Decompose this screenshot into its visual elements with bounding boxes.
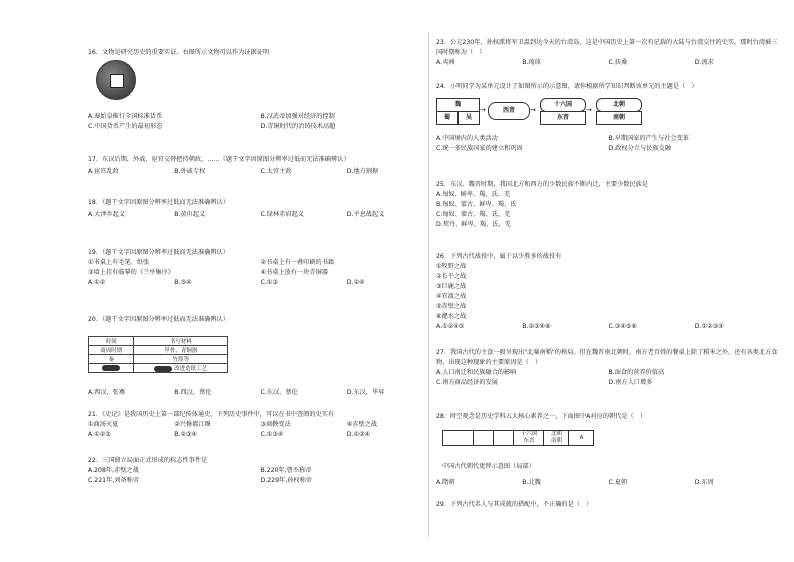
item-1: ①书桌上有毛笔、纸张 xyxy=(88,259,150,266)
question-stem: 28．时空观念是历史学科五大核心素养之一，下面图中A对应的朝代是（ ） xyxy=(436,413,647,420)
diagram-wu: 吴 xyxy=(458,111,480,125)
question-28 xyxy=(436,412,781,422)
question-stem: 16．文物是研究历史的重要实证。右图所示文物可以作为证据证明 xyxy=(88,49,270,56)
option-c[interactable]: C.①③④ xyxy=(260,431,284,438)
option-b[interactable]: B.面食的营养价值高 xyxy=(608,369,665,376)
option-d[interactable]: D.②④ xyxy=(346,279,365,286)
option-a[interactable]: A.大泽乡起义 xyxy=(88,211,126,218)
question-25 xyxy=(436,180,781,230)
option-b[interactable]: B.匈奴、蒙古、鲜卑、羯、氐 xyxy=(436,201,517,208)
item-3: ③巨鹿之战 xyxy=(436,283,467,290)
item-4: ④赤壁之战 xyxy=(346,421,378,428)
option-a[interactable]: A.秦始皇推行全国标准货币 xyxy=(88,113,163,120)
question-24-options xyxy=(436,134,781,154)
diagram-shiliuguo: 十六国 xyxy=(540,98,586,112)
question-stem: 21．《史记》是我国历史上第一部纪传体通史。下列历史事件中，可以在书中查阅的史实有 xyxy=(88,411,335,418)
question-21 xyxy=(88,410,433,440)
question-stem: 26．下列古代战役中，属于以少胜多的战役有 xyxy=(436,253,562,260)
question-stem: 24．小明同学为某单元设计了如图所示的示意图，请你根据所学知识判断该单元的主题是（ ） xyxy=(436,83,698,90)
ink-smudge-icon xyxy=(154,366,172,372)
option-d[interactable]: D.①②③④ xyxy=(694,323,724,330)
question-24 xyxy=(436,82,781,92)
option-d[interactable]: D.流求 xyxy=(694,59,714,66)
option-c[interactable]: C.绿林赤眉起义 xyxy=(260,211,304,218)
option-c[interactable]: C.①③ xyxy=(260,279,278,286)
option-c[interactable]: C.东汉，蔡伦 xyxy=(260,389,298,396)
table-header: 时间 xyxy=(89,337,134,346)
diagram-beichao: 北朝 xyxy=(596,98,642,112)
option-b[interactable]: B.220年,曹丕称帝 xyxy=(260,467,312,474)
table-cell: 秦 xyxy=(89,355,134,364)
dynasty-timeline xyxy=(442,430,594,446)
option-c[interactable]: C.统一多民族国家的建立和巩固 xyxy=(436,145,523,152)
diagram-nanchao: 南朝 xyxy=(596,111,642,125)
timeline-cell xyxy=(493,431,514,445)
option-c[interactable]: C.匈奴、蒙古、羯、氐、羌 xyxy=(436,211,511,218)
arrow-icon: → xyxy=(480,106,486,114)
table-cell: 甲骨、青铜器 xyxy=(134,346,228,355)
diagram-dongjin: 东晋 xyxy=(540,111,586,125)
table-cell: 竹简等 xyxy=(134,355,228,364)
option-d[interactable]: D.地方割据 xyxy=(346,168,379,175)
question-stem: 22．三国鼎立局面正式形成的标志性事件是 xyxy=(88,457,208,464)
question-29 xyxy=(436,500,781,510)
option-b[interactable]: B.琉球 xyxy=(522,59,541,66)
timeline-cell-shiliuguo: 十六国 东晋 xyxy=(513,431,544,445)
question-19 xyxy=(88,248,433,288)
question-27 xyxy=(436,348,781,388)
option-b[interactable]: B.早期国家的产生与社会变革 xyxy=(608,135,689,142)
question-20-options xyxy=(88,388,433,398)
option-d[interactable]: D.平息战起义 xyxy=(346,211,385,218)
table-cell: 商周时期 xyxy=(89,346,134,355)
option-d[interactable]: D.青铜时代的冶铸技术高超 xyxy=(260,123,336,130)
table-header: 书写材料 xyxy=(134,337,228,346)
option-a[interactable]: A.匈奴、鲜卑、羯、氐、羌 xyxy=(436,191,511,198)
item-2: ②书桌上有一叠印刷的书籍 xyxy=(260,259,335,266)
question-stem: 18．（题干文字因原图分辨率过低而无法准确辨认） xyxy=(88,199,229,206)
option-a[interactable]: A.隋朝 xyxy=(436,479,455,486)
question-16 xyxy=(88,48,433,58)
option-a[interactable]: A.宦官乱政 xyxy=(88,168,119,175)
item-6: ⑥淝水之战 xyxy=(436,313,467,320)
option-d[interactable]: D.东汉，毕昇 xyxy=(346,389,385,396)
arrow-icon: → xyxy=(530,106,536,114)
option-b[interactable]: B.北魏 xyxy=(522,479,541,486)
item-2: ②兴修都江堰 xyxy=(174,421,211,428)
option-a[interactable]: A.夷洲 xyxy=(436,59,455,66)
question-stem: 27．我国古代的主食一般呈现出"北粟南稻"的格局。但在魏晋南北朝时，南方老百姓的餐桌上除了稻米之外，还有各类北方食物，出现这种现象的主要原因是（ ） xyxy=(436,349,778,366)
diagram-shu: 蜀 xyxy=(436,111,458,125)
option-c[interactable]: C.221年,刘备称帝 xyxy=(88,477,140,484)
option-b[interactable]: B.②③④⑥ xyxy=(522,323,551,330)
option-b[interactable]: B.②③④ xyxy=(174,431,198,438)
option-b[interactable]: B.汉武帝加强对经济的控制 xyxy=(260,113,335,120)
option-d[interactable]: D.契丹、鲜卑、羯、氐、羌 xyxy=(436,221,511,228)
option-b[interactable]: B.③④ xyxy=(174,279,192,286)
timeline-cell-a: A xyxy=(568,431,594,445)
question-17 xyxy=(88,155,433,177)
notes-table xyxy=(88,336,228,373)
option-c[interactable]: C.夏朝 xyxy=(608,479,628,486)
option-d[interactable]: D.①②④ xyxy=(346,431,371,438)
option-b[interactable]: B.黄巾起义 xyxy=(174,211,206,218)
timeline-caption: 中国古代朝代更替示意图（局部） xyxy=(442,463,535,470)
arrow-icon: → xyxy=(586,106,592,114)
option-d[interactable]: D.政权分立与民族交融 xyxy=(608,145,671,152)
question-stem: 29．下列古代名人与其成就的搭配中，不正确的是（ ） xyxy=(436,501,593,508)
option-a[interactable]: A.①②③ xyxy=(88,431,111,438)
timeline-cell xyxy=(473,431,494,445)
option-a[interactable]: A.208年,赤壁之战 xyxy=(88,467,139,474)
item-3: ③商鞅变法 xyxy=(260,421,291,428)
question-stem: 23．公元230年，孙权派将军卫温到达今天的台湾岛，这是中国历史上第一次有记载的大陆与台湾交往的史实。那时台湾被三国时期称为（ ） xyxy=(436,39,778,56)
table-cell: 改进造纸工艺 xyxy=(134,364,228,373)
question-stem: 25．东汉、魏晋时期，我国北方和西方的少数民族不断内迁，主要少数民族是 xyxy=(436,181,649,188)
question-stem: 20．（题干文字因原图分辨率过低而无法准确辨认） xyxy=(88,316,229,323)
option-b[interactable]: B.西汉，蔡伦 xyxy=(174,389,212,396)
item-1: ①牧野之战 xyxy=(436,263,467,270)
option-c[interactable]: C.中国货币产生的最初形态 xyxy=(88,123,163,130)
option-c[interactable]: C.③④⑤⑥ xyxy=(608,323,637,330)
option-d[interactable]: D.东周 xyxy=(694,479,714,486)
timeline-cell xyxy=(443,431,473,445)
question-22 xyxy=(88,456,433,486)
option-c[interactable]: C.太官主政 xyxy=(260,168,292,175)
item-5: ⑤赤壁之战 xyxy=(436,303,467,310)
diagram-wei: 魏 xyxy=(436,98,480,112)
item-4: ④书桌上放有一块青铜器 xyxy=(260,269,328,276)
option-c[interactable]: C.扶桑 xyxy=(608,59,628,66)
item-2: ②长平之战 xyxy=(436,273,467,280)
question-16-options xyxy=(88,112,433,132)
ink-smudge-icon xyxy=(102,365,120,371)
item-1: ①商汤灭夏 xyxy=(88,421,119,428)
table-cell xyxy=(89,364,134,373)
question-18 xyxy=(88,198,433,220)
item-4: ④官渡之战 xyxy=(436,293,467,300)
timeline-cell-beichao: 北朝 南朝 xyxy=(543,431,569,445)
option-c[interactable]: C.南方商品经济的发展 xyxy=(436,379,498,386)
option-a[interactable]: A.西汉，张骞 xyxy=(88,389,126,396)
diagram-xijin: 西晋 xyxy=(488,102,530,120)
question-stem: 17．东汉后期，外戚、宦官交替把持朝政，……（题干文字因原图分辨率过低而无法准确辨认） xyxy=(88,156,350,163)
option-a[interactable]: A.①②④⑤ xyxy=(436,323,465,330)
option-a[interactable]: A.人口南迁和民族融合的影响 xyxy=(436,369,517,376)
option-d[interactable]: D.南方人口增多 xyxy=(608,379,653,386)
item-3: ③墙上挂有临摹的《兰亭集序》 xyxy=(88,269,174,276)
dynasty-diagram xyxy=(436,98,666,128)
question-23 xyxy=(436,38,781,68)
question-stem: 19．（题干文字因原图分辨率过低而无法准确辨认） xyxy=(88,249,229,256)
coin-image-icon xyxy=(96,60,136,100)
question-20 xyxy=(88,315,433,325)
option-a[interactable]: A.中国境内的人类活动 xyxy=(436,135,498,142)
question-28-options xyxy=(436,478,781,488)
option-d[interactable]: D.229年,孙权称帝 xyxy=(260,477,312,484)
question-26 xyxy=(436,252,781,332)
option-b[interactable]: B.外戚专权 xyxy=(174,168,206,175)
option-a[interactable]: A.①② xyxy=(88,279,106,286)
